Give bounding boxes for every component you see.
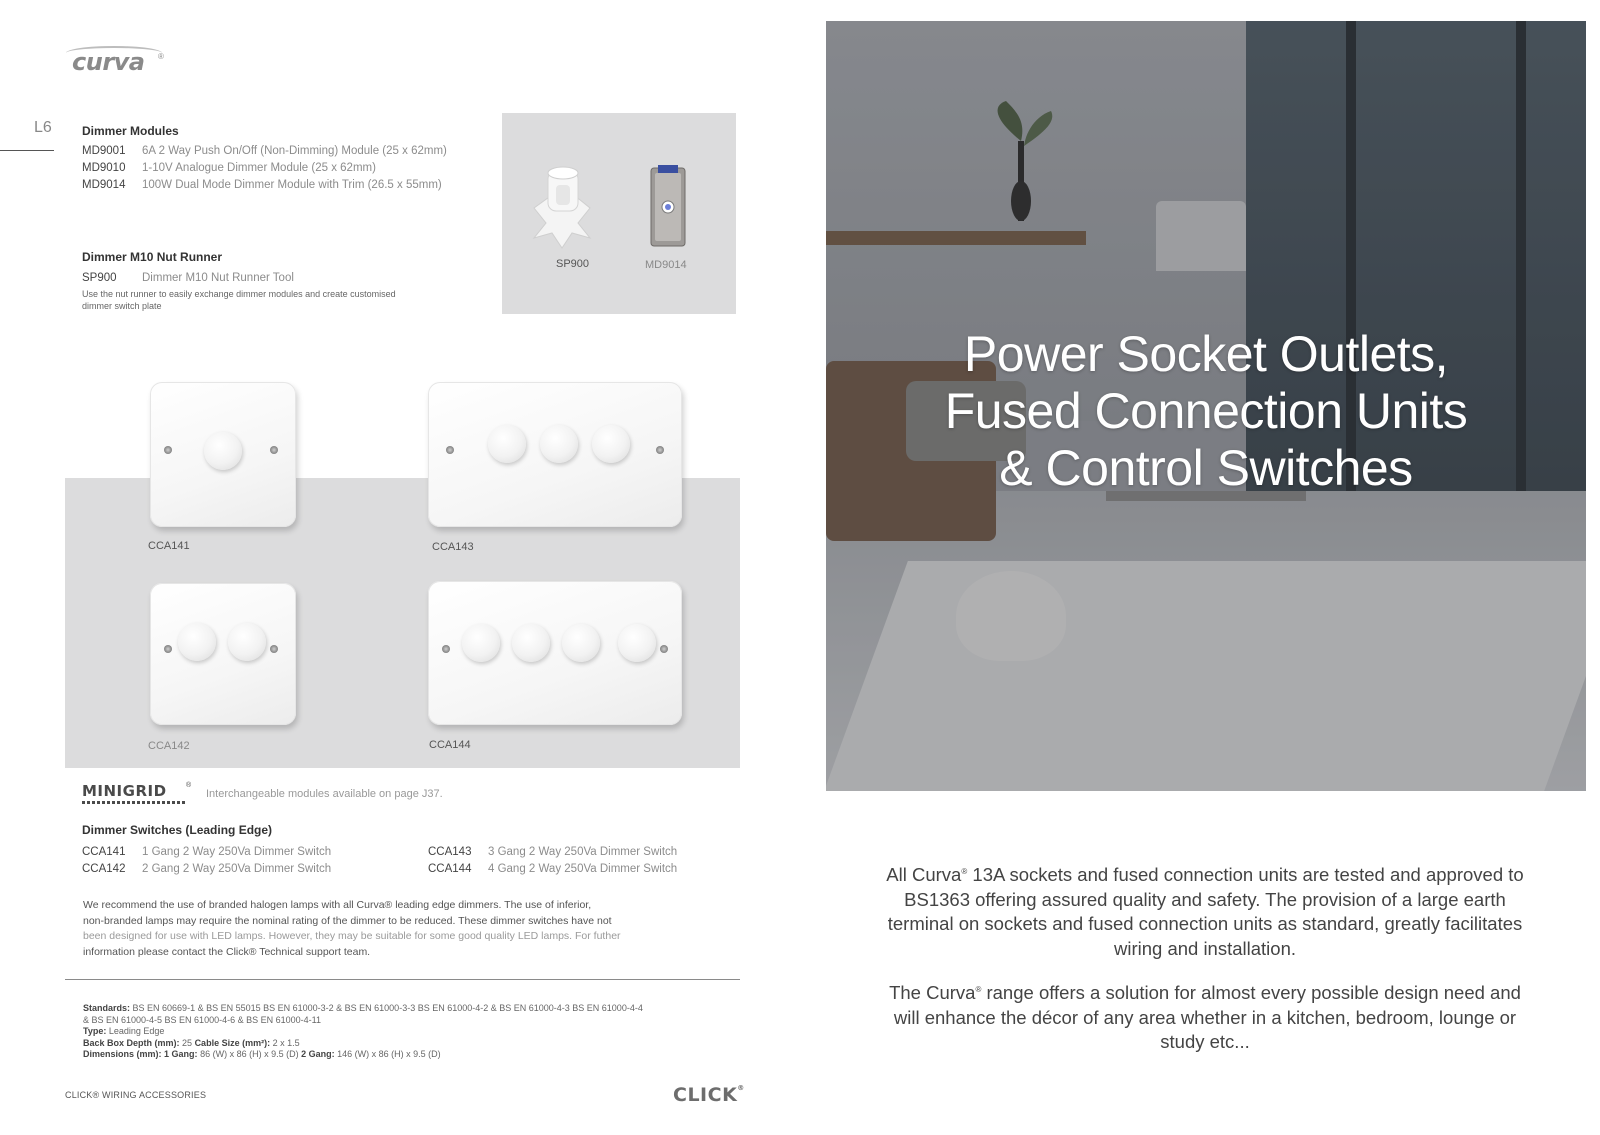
accessory-illustration xyxy=(502,113,736,314)
dimmer-knob xyxy=(618,624,656,662)
spec-label: Type: xyxy=(83,1026,107,1036)
dimmer-knob xyxy=(462,624,500,662)
type-row xyxy=(83,1026,643,1038)
minigrid-logo-bar xyxy=(82,801,186,804)
spec-value: BS EN 60669-1 & BS EN 55015 BS EN 61000-3-2 & BS EN 61000-3-3 BS EN 61000-4-2 & BS EN 61000-4-3 BS EN 61000-4-4 & BS EN 61000-4-5 BS EN 61000-4-6 & BS EN 61000-4-11 xyxy=(83,1003,643,1025)
note-line: dimmer switch plate xyxy=(82,301,162,311)
spec-label: Dimensions (mm): xyxy=(83,1049,162,1059)
paragraph-line: We recommend the use of branded halogen lamps with all Curva® leading edge dimmers. The use of inferior, xyxy=(83,899,592,911)
md9014-label: MD9014 xyxy=(645,259,687,271)
product-code: MD9010 xyxy=(82,162,126,174)
product-desc: 1 Gang 2 Way 250Va Dimmer Switch xyxy=(142,846,332,858)
note-line: Use the nut runner to easily exchange dimmer modules and create customised xyxy=(82,289,396,299)
dimensions-row xyxy=(83,1049,643,1061)
spec-value: 146 (W) x 86 (H) x 9.5 (D) xyxy=(337,1049,441,1059)
headline-line: Power Socket Outlets, xyxy=(963,326,1449,382)
dimmer-modules-title: Dimmer Modules xyxy=(82,124,179,138)
list-item xyxy=(82,162,376,174)
lifestyle-photo xyxy=(826,21,1586,791)
dimmer-knob xyxy=(540,425,578,463)
product-desc: 1-10V Analogue Dimmer Module (25 x 62mm) xyxy=(142,162,376,174)
product-code: CCA144 xyxy=(428,863,472,875)
screw-icon xyxy=(164,446,172,454)
dimmer-knob xyxy=(592,425,630,463)
product-code: CCA142 xyxy=(82,863,126,875)
spec-value: 25 xyxy=(182,1037,193,1048)
sp900-nut-runner-icon xyxy=(534,167,590,248)
product-code: CCA141 xyxy=(82,846,126,858)
click-reg-mark: ® xyxy=(737,1084,745,1092)
click-logo-text: CLICK xyxy=(673,1084,738,1106)
dimmer-knob xyxy=(512,624,550,662)
cca143-plate xyxy=(428,382,682,527)
standards-row xyxy=(83,1003,643,1026)
logo-text: curva xyxy=(72,48,145,76)
cca143-label: CCA143 xyxy=(432,541,474,553)
headline-line: & Control Switches xyxy=(999,440,1413,496)
divider xyxy=(65,979,740,980)
product-code: MD9014 xyxy=(82,179,126,191)
intro-text-part: All Curva xyxy=(886,864,962,886)
screw-icon xyxy=(656,446,664,454)
intro-text-part: range offers a solution for almost every possible design need and will enhance the décor of any area whether in a kitchen, bedroom, lounge or study etc... xyxy=(893,982,1521,1053)
screw-icon xyxy=(164,645,172,653)
page-number-rule xyxy=(0,150,54,151)
dimmer-switches-title: Dimmer Switches (Leading Edge) xyxy=(82,823,273,837)
curva-logo xyxy=(66,46,166,74)
page-number: L6 xyxy=(34,119,52,136)
accessory-image-panel xyxy=(502,113,736,314)
cca142-plate xyxy=(150,583,296,725)
nut-runner-note xyxy=(82,288,396,312)
dimmer-knob xyxy=(562,624,600,662)
screw-icon xyxy=(446,446,454,454)
product-desc: Dimmer M10 Nut Runner Tool xyxy=(142,272,294,284)
screw-icon xyxy=(270,446,278,454)
list-item xyxy=(82,272,294,284)
sp900-label: SP900 xyxy=(556,258,590,270)
md9014-module-icon xyxy=(651,165,685,246)
page-headline xyxy=(826,326,1586,497)
specifications xyxy=(83,1003,643,1061)
nut-runner-title: Dimmer M10 Nut Runner xyxy=(82,250,223,264)
product-code: SP900 xyxy=(82,272,117,284)
spec-label: Back Box Depth (mm): xyxy=(83,1037,180,1048)
cca141-label: CCA141 xyxy=(148,540,190,552)
backbox-row xyxy=(83,1038,643,1050)
product-desc: 100W Dual Mode Dimmer Module with Trim (26.5 x 55mm) xyxy=(142,179,442,191)
spec-label: 1 Gang: xyxy=(164,1049,198,1059)
screw-icon xyxy=(660,645,668,653)
spec-value: 2 x 1.5 xyxy=(272,1037,300,1048)
intro-text-part: 13A sockets and fused connection units are tested and approved to BS1363 offering assured quality and safety. The provision of a large earth terminal on sockets and fused connection units as standard, greatly facilitates wiring and installation. xyxy=(887,864,1524,959)
spec-value: 86 (W) x 86 (H) x 9.5 (D) xyxy=(200,1049,299,1059)
product-code: MD9001 xyxy=(82,145,126,157)
product-desc: 3 Gang 2 Way 250Va Dimmer Switch xyxy=(488,846,678,858)
list-item xyxy=(82,846,331,858)
intro-paragraph xyxy=(880,860,1530,961)
spec-label: Cable Size (mm²): xyxy=(194,1037,271,1048)
dimmer-knob xyxy=(204,432,242,470)
dimmer-knob xyxy=(228,623,266,661)
intro-text-part: The Curva xyxy=(889,982,976,1004)
minigrid-logo-text: MINIGRID xyxy=(82,782,167,800)
product-code: CCA143 xyxy=(428,846,472,858)
list-item xyxy=(82,179,442,191)
spec-label: 2 Gang: xyxy=(301,1049,335,1059)
cca144-label: CCA144 xyxy=(429,739,471,751)
cca144-plate xyxy=(428,581,682,725)
logo-reg-mark: ® xyxy=(158,52,164,61)
click-logo xyxy=(673,1084,745,1106)
intro-paragraph xyxy=(880,978,1530,1055)
minigrid-logo xyxy=(82,782,192,804)
list-item xyxy=(82,863,331,875)
spec-label: Standards: xyxy=(83,1003,131,1013)
dimmer-knob xyxy=(178,623,216,661)
cca141-plate xyxy=(150,382,296,527)
headline-line: Fused Connection Units xyxy=(944,383,1468,439)
list-item xyxy=(428,863,677,875)
screw-icon xyxy=(270,645,278,653)
spec-value: Leading Edge xyxy=(108,1026,165,1036)
cca142-label: CCA142 xyxy=(148,740,190,752)
recommendation-paragraph xyxy=(83,898,703,960)
reg-mark: ® xyxy=(975,985,982,995)
list-item xyxy=(428,846,677,858)
dimmer-knob xyxy=(488,425,526,463)
minigrid-note: Interchangeable modules available on page J37. xyxy=(206,788,443,800)
paragraph-line: non-branded lamps may require the nominal rating of the dimmer to be reduced. These dimmer switches have not xyxy=(83,914,612,927)
minigrid-reg-mark: ® xyxy=(186,782,192,789)
screw-icon xyxy=(442,645,450,653)
list-item xyxy=(82,145,447,157)
product-desc: 6A 2 Way Push On/Off (Non-Dimming) Module (25 x 62mm) xyxy=(142,145,447,157)
intro-text xyxy=(880,860,1530,1072)
reg-mark: ® xyxy=(961,867,968,876)
product-desc: 2 Gang 2 Way 250Va Dimmer Switch xyxy=(142,863,332,875)
paragraph-line: information please contact the Click® Technical support team. xyxy=(83,945,371,958)
product-desc: 4 Gang 2 Way 250Va Dimmer Switch xyxy=(488,863,678,875)
footer-text: CLICK® WIRING ACCESSORIES xyxy=(65,1090,207,1100)
paragraph-line: been designed for use with LED lamps. However, they may be suitable for some good quality LED lamps. For futher xyxy=(83,930,621,942)
